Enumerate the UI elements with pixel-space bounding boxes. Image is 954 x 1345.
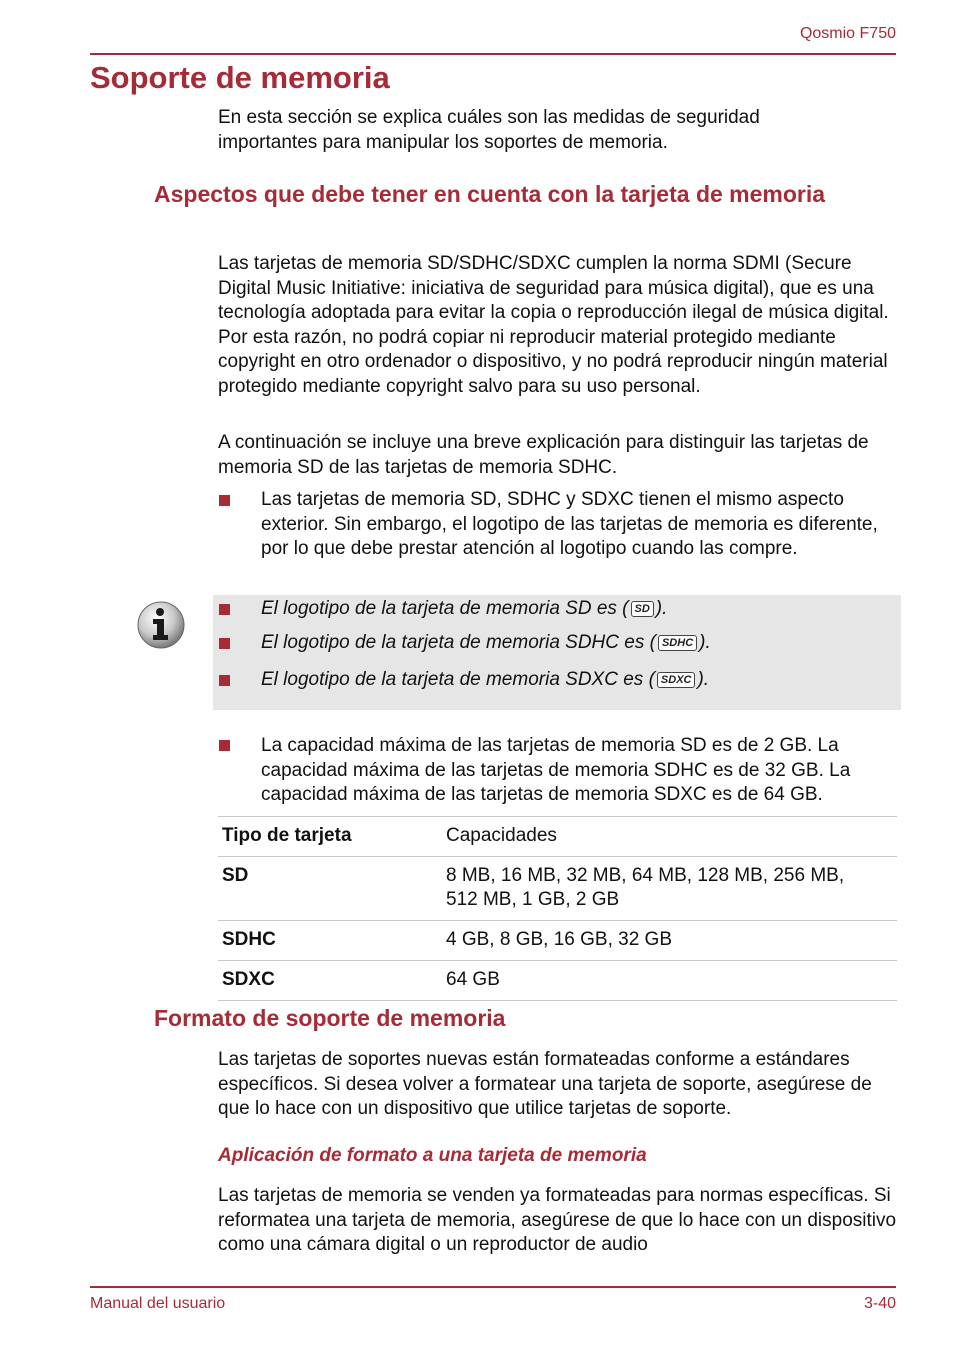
table-cell-type: SD <box>218 857 442 921</box>
section-heading-card-care: Aspectos que debe tener en cuenta con la tarjeta de memoria <box>154 181 826 207</box>
table-cell-capacity: 8 MB, 16 MB, 32 MB, 64 MB, 128 MB, 256 MB, 512 MB, 1 GB, 2 GB <box>442 857 897 921</box>
note-item-sdxc: El logotipo de la tarjeta de memoria SDXC es ( SDXC ). <box>261 669 710 690</box>
capacity-table <box>218 816 897 1001</box>
table-row <box>218 857 897 921</box>
footer-page-number: 3-40 <box>863 1295 896 1312</box>
section-heading-format: Formato de soporte de memoria <box>154 1005 506 1031</box>
bullet-marker <box>219 675 230 686</box>
bullet-marker <box>219 604 230 615</box>
bullet-appearance: Las tarjetas de memoria SD, SDHC y SDXC tienen el mismo aspecto exterior. Sin embargo, el logotipo de las tarjetas de memoria es diferente, por lo que debe prestar atención al logotipo cuando las compre. <box>261 489 878 559</box>
bullet-marker <box>219 495 230 506</box>
header-rule <box>90 53 896 55</box>
table-cell-type: SDHC <box>218 921 442 961</box>
sdxc-logo-icon: SDXC <box>657 672 696 688</box>
bullet-capacity: La capacidad máxima de las tarjetas de memoria SD es de 2 GB. La capacidad máxima de las tarjetas de memoria SDHC es de 32 GB. La capacidad máxima de las tarjetas de memoria SDXC es de 64 GB. <box>261 735 851 805</box>
subheading-format-card: Aplicación de formato a una tarjeta de memoria <box>218 1145 647 1166</box>
sdhc-logo-icon: SDHC <box>658 635 697 651</box>
note-item-sd: El logotipo de la tarjeta de memoria SD es ( SD ). <box>261 598 668 619</box>
distinguish-paragraph: A continuación se incluye una breve explicación para distinguir las tarjetas de memoria SD de las tarjetas de memoria SDHC. <box>218 432 869 478</box>
format-paragraph: Las tarjetas de soportes nuevas están formateadas conforme a estándares específicos. Si desea volver a formatear una tarjeta de soporte, asegúrese de que lo hace con un dispositivo que utilice tarjetas de soporte. <box>218 1049 872 1119</box>
table-header-row <box>218 817 897 857</box>
intro-paragraph: En esta sección se explica cuáles son las medidas de seguridad importantes para manipular los soportes de memoria. <box>218 107 760 153</box>
format-card-paragraph: Las tarjetas de memoria se venden ya formateadas para normas específicas. Si reformatea una tarjeta de memoria, asegúrese de que lo hace con un dispositivo como una cámara digital o un reproductor de audio <box>218 1185 897 1255</box>
bullet-marker <box>219 638 230 649</box>
footer-rule <box>90 1286 896 1288</box>
table-row <box>218 921 897 961</box>
sdmi-paragraph: Las tarjetas de memoria SD/SDHC/SDXC cumplen la norma SDMI (Secure Digital Music Initiative: iniciativa de seguridad para música digital), que es una tecnología adoptada para evitar la copia o reproducción ilegal de música digital. Por esta razón, no podrá copiar ni reproducir material protegido mediante copyright en otro ordenador o dispositivo, y no podrá reproducir ningún material protegido mediante copyright salvo para su uso personal. <box>218 253 889 397</box>
bullet-marker <box>219 740 230 751</box>
note-item-sdhc: El logotipo de la tarjeta de memoria SDHC es ( SDHC ). <box>261 632 711 653</box>
table-cell-capacity: 4 GB, 8 GB, 16 GB, 32 GB <box>442 921 897 961</box>
table-header-cell: Tipo de tarjeta <box>218 817 442 857</box>
page-title: Soporte de memoria <box>90 60 390 95</box>
sd-logo-icon: SD <box>631 601 654 617</box>
table-header-cell: Capacidades <box>442 817 897 857</box>
table-cell-capacity: 64 GB <box>442 961 897 1001</box>
info-icon <box>136 600 186 650</box>
footer-manual-title: Manual del usuario <box>90 1295 226 1312</box>
table-row <box>218 961 897 1001</box>
table-cell-type: SDXC <box>218 961 442 1001</box>
header-product: Qosmio F750 <box>799 25 896 42</box>
